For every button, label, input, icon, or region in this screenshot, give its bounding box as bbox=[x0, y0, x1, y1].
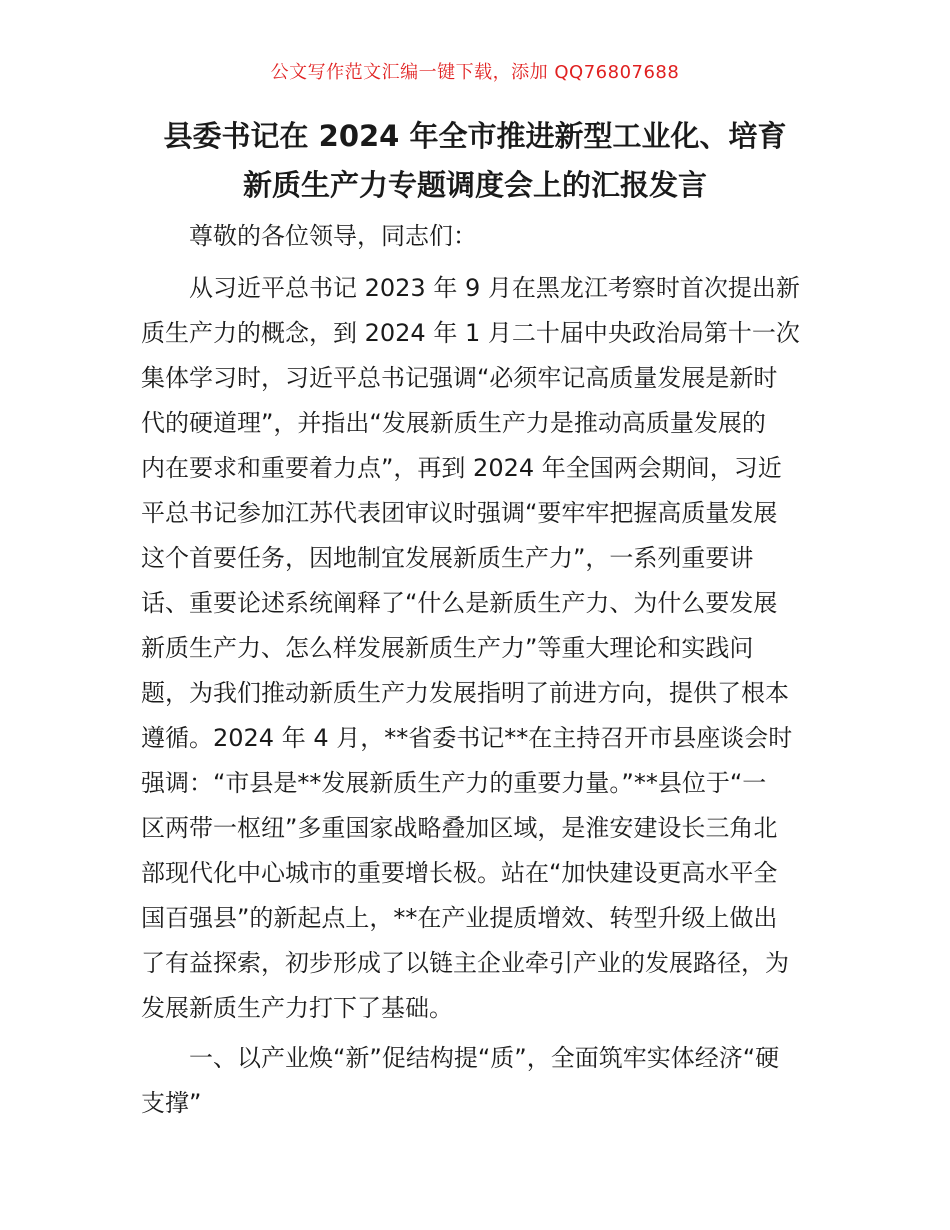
document-title bbox=[120, 112, 830, 210]
section-1-heading bbox=[141, 1036, 813, 1126]
title-line-1: 县委书记在 2024 年全市推进新型工业化、培育 bbox=[163, 119, 787, 153]
title-line-2: 新质生产力专题调度会上的汇报发言 bbox=[242, 168, 707, 202]
paragraph-line: 题，为我们推动新质生产力发展指明了前进方向，提供了根本 bbox=[141, 679, 789, 707]
paragraph-line: 从习近平总书记 2023 年 9 月在黑龙江考察时首次提出新 bbox=[189, 274, 800, 302]
paragraph-line: 集体学习时，习近平总书记强调“必须牢记高质量发展是新时 bbox=[141, 364, 778, 392]
paragraph-line: 平总书记参加江苏代表团审议时强调“要牢牢把握高质量发展 bbox=[141, 499, 778, 527]
paragraph-line: 质生产力的概念，到 2024 年 1 月二十届中央政治局第十一次 bbox=[141, 319, 800, 347]
paragraph-line: 代的硬道理”，并指出“发展新质生产力是推动高质量发展的 bbox=[141, 409, 766, 437]
paragraph-intro bbox=[141, 266, 813, 1031]
paragraph-line: 遵循。2024 年 4 月，**省委书记**在主持召开市县座谈会时 bbox=[141, 724, 793, 752]
document-body bbox=[141, 214, 813, 1126]
paragraph-line: 国百强县”的新起点上，**在产业提质增效、转型升级上做出 bbox=[141, 904, 778, 932]
heading-line: 一、以产业焕“新”促结构提“质”，全面筑牢实体经济“硬 bbox=[189, 1044, 780, 1072]
paragraph-line: 强调：“市县是**发展新质生产力的重要力量。”**县位于“一 bbox=[141, 769, 767, 797]
paragraph-line: 内在要求和重要着力点”，再到 2024 年全国两会期间，习近 bbox=[141, 454, 782, 482]
promo-header: 公文写作范文汇编一键下载，添加 QQ76807688 bbox=[270, 62, 680, 83]
paragraph-line: 新质生产力、怎么样发展新质生产力”等重大理论和实践问 bbox=[141, 634, 754, 662]
salutation: 尊敬的各位领导，同志们： bbox=[189, 222, 477, 250]
paragraph-line: 话、重要论述系统阐释了“什么是新质生产力、为什么要发展 bbox=[141, 589, 778, 617]
heading-line: 支撑” bbox=[141, 1089, 202, 1117]
paragraph-line: 这个首要任务，因地制宜发展新质生产力”，一系列重要讲 bbox=[141, 544, 754, 572]
paragraph-line: 发展新质生产力打下了基础。 bbox=[141, 994, 453, 1022]
paragraph-line: 了有益探索，初步形成了以链主企业牵引产业的发展路径，为 bbox=[141, 949, 789, 977]
paragraph-line: 区两带一枢纽”多重国家战略叠加区域，是淮安建设长三角北 bbox=[141, 814, 778, 842]
paragraph-line: 部现代化中心城市的重要增长极。站在“加快建设更高水平全 bbox=[141, 859, 778, 887]
